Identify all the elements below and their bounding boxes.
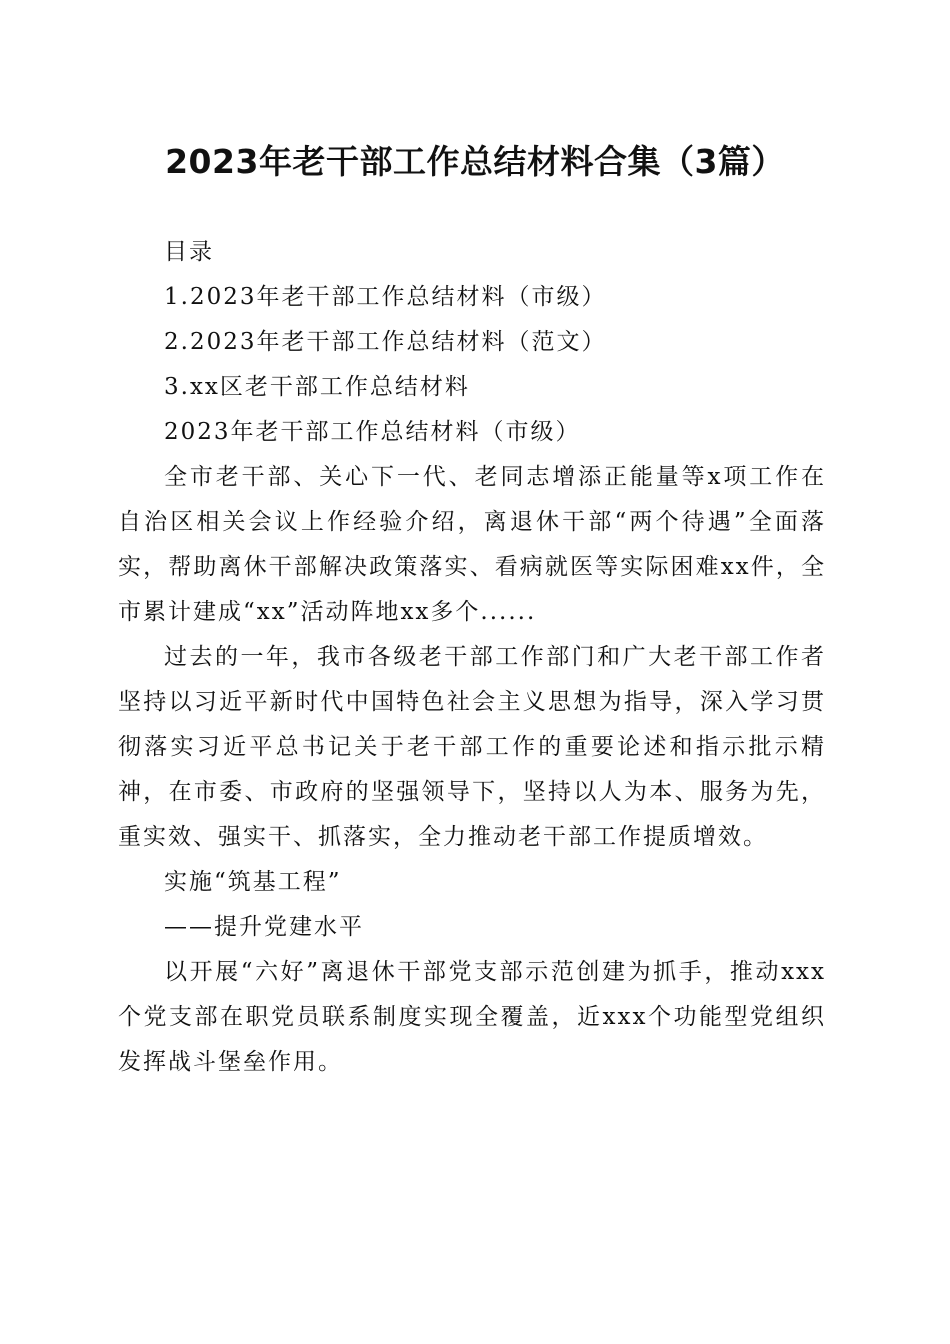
paragraph: 全市老干部、关心下一代、老同志增添正能量等x项工作在自治区相关会议上作经验介绍，离退休干部“两个待遇”全面落实，帮助离休干部解决政策落实、看病就医等实际困难xx件，全市累计建成“xx”活动阵地xx多个...... (118, 464, 826, 625)
document-body (118, 230, 826, 1085)
section-title: 2023年老干部工作总结材料（市级） (164, 419, 581, 445)
paragraph: 过去的一年，我市各级老干部工作部门和广大老干部工作者坚持以习近平新时代中国特色社会主义思想为指导，深入学习贯彻落实习近平总书记关于老干部工作的重要论述和指示批示精神，在市委、市政府的坚强领导下，坚持以人为本、服务为先，重实效、强实干、抓落实，全力推动老干部工作提质增效。 (118, 644, 826, 850)
subheading-sub: ——提升党建水平 (164, 914, 364, 940)
toc-item: 2.2023年老干部工作总结材料（范文） (164, 329, 607, 355)
subheading: 实施“筑基工程” (164, 869, 342, 895)
document-title: 2023年老干部工作总结材料合集（3篇） (165, 142, 785, 181)
toc-item: 1.2023年老干部工作总结材料（市级） (164, 284, 607, 310)
toc-heading: 目录 (164, 239, 214, 265)
toc-item: 3.xx区老干部工作总结材料 (164, 374, 470, 400)
paragraph: 以开展“六好”离退休干部党支部示范创建为抓手，推动xxx个党支部在职党员联系制度实现全覆盖，近xxx个功能型党组织发挥战斗堡垒作用。 (118, 959, 826, 1075)
